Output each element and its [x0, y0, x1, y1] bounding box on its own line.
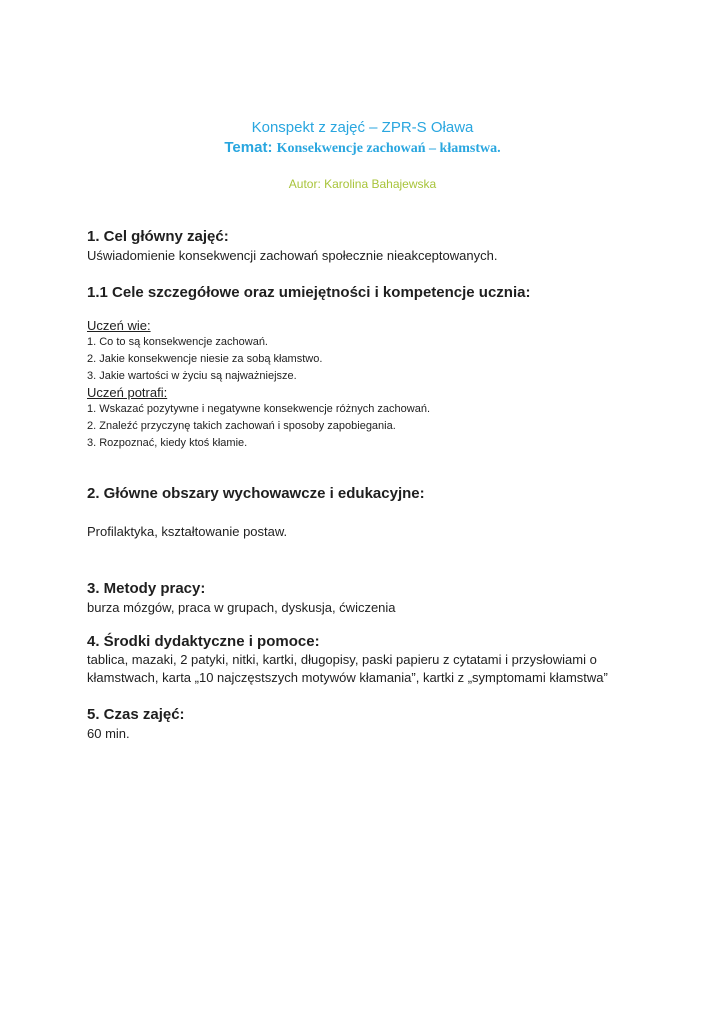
- list-item: 1. Wskazać pozytywne i negatywne konsekwencje różnych zachowań.: [87, 403, 431, 415]
- section-duration: [87, 706, 667, 743]
- topic-label: Temat:: [224, 139, 273, 156]
- section-methods: [87, 580, 667, 617]
- section-text: Uświadomienie konsekwencji zachowań społecznie nieakceptowanych.: [87, 248, 498, 263]
- section-materials: [87, 633, 667, 687]
- list-item: 3. Jakie wartości w życiu są najważniejsze.: [87, 370, 297, 382]
- student-knows-label: Uczeń wie:: [87, 318, 151, 333]
- section-text: kłamstwach, karta „10 najczęstszych motywów kłamania”, kartki z „symptomami kłamstwa”: [87, 670, 608, 685]
- section-text: Profilaktyka, kształtowanie postaw.: [87, 524, 288, 539]
- section-main-goal: [87, 228, 667, 265]
- section-heading: 4. Środki dydaktyczne i pomoce:: [87, 633, 320, 650]
- section-heading: 5. Czas zajęć:: [87, 706, 185, 723]
- section-text: 60 min.: [87, 726, 130, 741]
- section-heading: 2. Główne obszary wychowawcze i edukacyjne:: [87, 485, 425, 502]
- section-areas: [87, 485, 667, 503]
- document-title: Konspekt z zajęć – ZPR-S Oława: [251, 119, 474, 136]
- section-text: tablica, mazaki, 2 patyki, nitki, kartki, długopisy, paski papieru z cytatami i przysłowiami o: [87, 652, 597, 667]
- section-text: burza mózgów, praca w grupach, dyskusja, ćwiczenia: [87, 600, 396, 615]
- section-heading: 1.1 Cele szczegółowe oraz umiejętności i kompetencje ucznia:: [87, 284, 531, 301]
- section-heading: 3. Metody pracy:: [87, 580, 206, 597]
- list-item: 1. Co to są konsekwencje zachowań.: [87, 336, 268, 348]
- student-can-label: Uczeń potrafi:: [87, 385, 168, 400]
- author-line: Autor: Karolina Bahajewska: [288, 177, 437, 191]
- section-heading: 1. Cel główny zajęć:: [87, 228, 229, 245]
- section-detailed-goals: [87, 284, 667, 302]
- list-item: 2. Znaleźć przyczynę takich zachowań i sposoby zapobiegania.: [87, 420, 396, 432]
- section-areas-text-block: [87, 523, 667, 541]
- list-item: 3. Rozpoznać, kiedy ktoś kłamie.: [87, 437, 248, 449]
- list-item: 2. Jakie konsekwencje niesie za sobą kłamstwo.: [87, 353, 323, 365]
- topic-line: [0, 139, 725, 157]
- student-knows-block: [87, 318, 667, 452]
- topic-value: Konsekwencje zachowań – kłamstwa.: [276, 141, 501, 156]
